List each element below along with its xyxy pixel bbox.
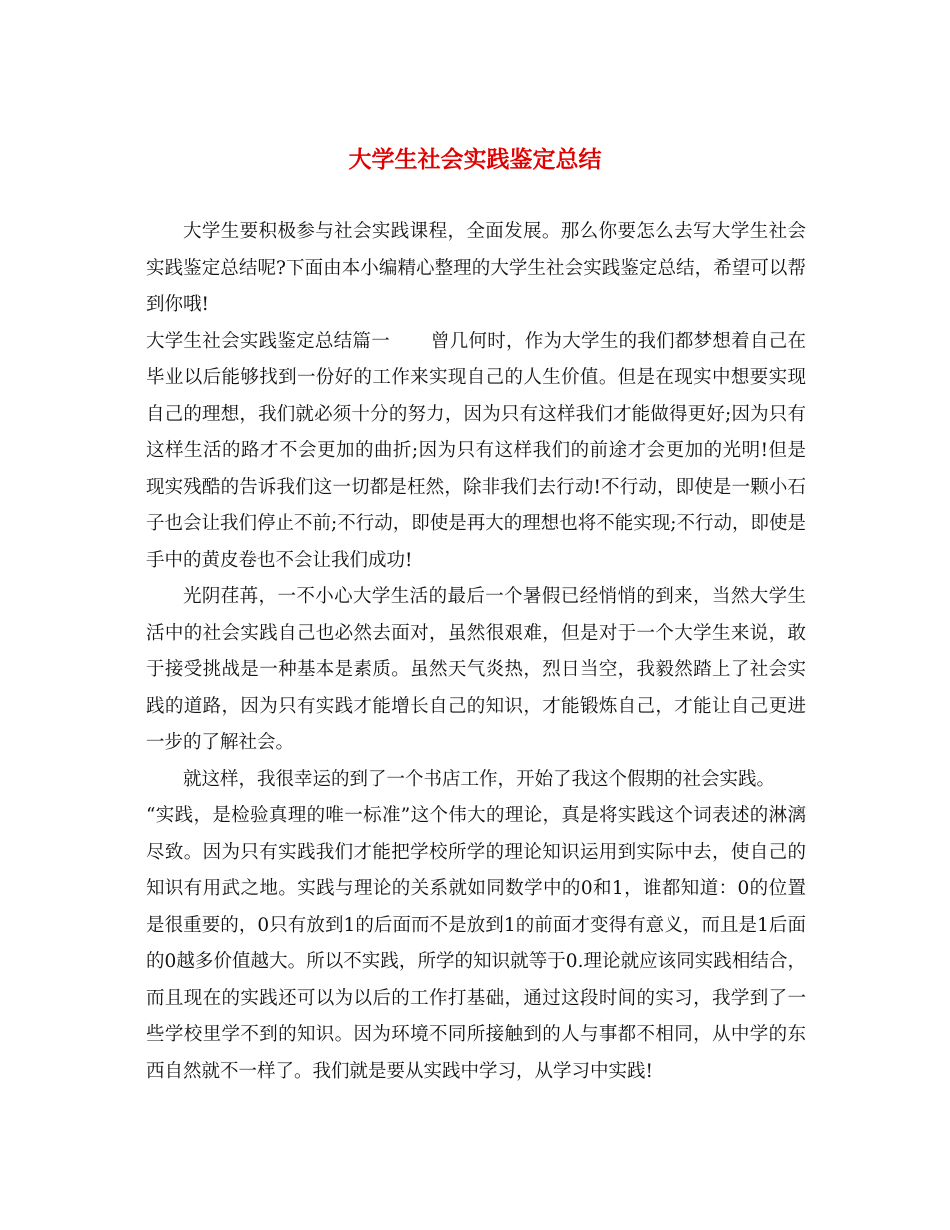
section-first-paragraph	[146, 324, 806, 580]
paragraph-3: 就这样，我很幸运的到了一个书店工作，开始了我这个假期的社会实践。	[183, 768, 776, 790]
document-body	[146, 214, 806, 1090]
section-first-paragraph-text: 曾几何时，作为大学生的我们都梦想着自己在毕业以后能够找到一份好的工作来实现自己的人生价值。但是在现实中想要实现自己的理想，我们就必须十分的努力，因为只有这样我们才能做得更好;因为只有这样生活的路才不会更加的曲折;因为只有这样我们的前途才会更加的光明!但是现实残酷的告诉我们这一切都是枉然，除非我们去行动!不行动，即使是一颗小石子也会让我们停止不前;不行动，即使是再大的理想也将不能实现;不行动，即使是手中的黄皮卷也不会让我们成功!	[146, 330, 806, 571]
intro-paragraph: 大学生要积极参与社会实践课程，全面发展。那么你要怎么去写大学生社会实践鉴定总结呢?下面由本小编精心整理的大学生社会实践鉴定总结，希望可以帮到你哦!	[146, 221, 806, 315]
paragraph-4: “实践，是检验真理的唯一标准”这个伟大的理论，真是将实践这个词表述的淋漓尽致。因为只有实践我们才能把学校所学的理论知识运用到实际中去，使自己的知识有用武之地。实践与理论的关系就如同数学中的0和1，谁都知道：0的位置是很重要的，0只有放到1的后面而不是放到1的前面才变得有意义，而且是1后面的0越多价值越大。所以不实践，所学的知识就等于0.理论就应该同实践相结合，而且现在的实践还可以为以后的工作打基础，通过这段时间的实习，我学到了一些学校里学不到的知识。因为环境不同所接触到的人与事都不相同，从中学的东西自然就不一样了。我们就是要从实践中学习，从学习中实践!	[146, 805, 806, 1082]
section-heading: 大学生社会实践鉴定总结篇一	[146, 330, 390, 352]
paragraph-2: 光阴荏苒，一不小心大学生活的最后一个暑假已经悄悄的到来，当然大学生活中的社会实践自己也必然去面对，虽然很艰难，但是对于一个大学生来说，敢于接受挑战是一种基本是素质。虽然天气炎热，烈日当空，我毅然踏上了社会实践的道路，因为只有实践才能增长自己的知识，才能锻炼自己，才能让自己更进一步的了解社会。	[146, 586, 806, 753]
document-title: 大学生社会实践鉴定总结	[348, 146, 602, 173]
